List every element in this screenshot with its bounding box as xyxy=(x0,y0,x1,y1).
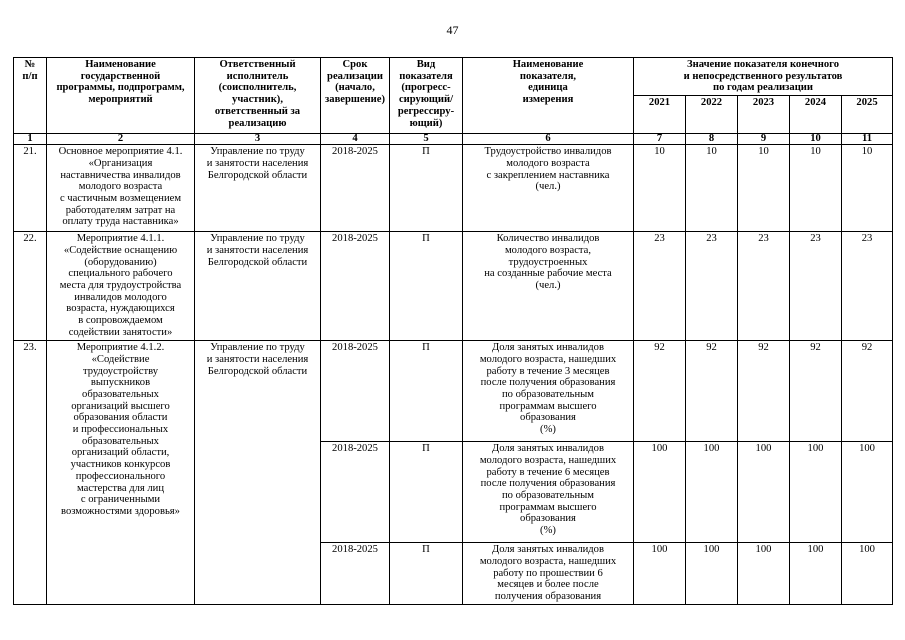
executor: Управление по труду и занятости населения Белгородской области xyxy=(195,232,321,341)
column-number: 2 xyxy=(47,134,195,145)
value-cell: 100 xyxy=(842,442,893,543)
indicator-name: Доля занятых инвалидов молодого возраста, нашедших работу по прошествии 6 месяцев и более после получения образования xyxy=(463,543,634,605)
period: 2018-2025 xyxy=(321,232,390,341)
period: 2018-2025 xyxy=(321,543,390,605)
row-number: 22. xyxy=(14,232,47,341)
header-year: 2024 xyxy=(790,96,842,134)
column-number: 4 xyxy=(321,134,390,145)
indicator-type: П xyxy=(390,232,463,341)
value-cell: 92 xyxy=(842,341,893,442)
table-row xyxy=(14,145,893,232)
measure-name: Мероприятие 4.1.1. «Содействие оснащению (оборудованию) специального рабочего места для трудоустройства инвалидов молодого возраста, нуждающихся в сопровождаемом содействии занятости» xyxy=(47,232,195,341)
value-cell: 100 xyxy=(686,543,738,605)
period: 2018-2025 xyxy=(321,145,390,232)
header-year: 2021 xyxy=(634,96,686,134)
value-cell: 10 xyxy=(790,145,842,232)
column-number: 11 xyxy=(842,134,893,145)
indicator-type: П xyxy=(390,145,463,232)
header-year: 2023 xyxy=(738,96,790,134)
header-year: 2025 xyxy=(842,96,893,134)
value-cell: 23 xyxy=(634,232,686,341)
value-cell: 92 xyxy=(790,341,842,442)
indicators-table xyxy=(13,57,893,605)
value-cell: 100 xyxy=(790,543,842,605)
header-name: Наименование государственной программы, подпрограмм, мероприятий xyxy=(47,58,195,134)
column-number: 6 xyxy=(463,134,634,145)
value-cell: 10 xyxy=(738,145,790,232)
column-number: 8 xyxy=(686,134,738,145)
indicator-name: Количество инвалидов молодого возраста, трудоустроенных на созданные рабочие места (чел.) xyxy=(463,232,634,341)
value-cell: 92 xyxy=(738,341,790,442)
period: 2018-2025 xyxy=(321,341,390,442)
value-cell: 23 xyxy=(686,232,738,341)
indicator-type: П xyxy=(390,442,463,543)
value-cell: 92 xyxy=(686,341,738,442)
header-values-group: Значение показателя конечного и непосредственного результатов по годам реализации xyxy=(634,58,893,96)
header-num: № п/п xyxy=(14,58,47,134)
value-cell: 23 xyxy=(790,232,842,341)
executor: Управление по труду и занятости населения Белгородской области xyxy=(195,341,321,605)
column-number: 1 xyxy=(14,134,47,145)
value-cell: 10 xyxy=(842,145,893,232)
column-number: 10 xyxy=(790,134,842,145)
value-cell: 23 xyxy=(842,232,893,341)
table-row xyxy=(14,232,893,341)
value-cell: 100 xyxy=(842,543,893,605)
row-number: 23. xyxy=(14,341,47,605)
executor: Управление по труду и занятости населения Белгородской области xyxy=(195,145,321,232)
column-number: 3 xyxy=(195,134,321,145)
value-cell: 100 xyxy=(790,442,842,543)
value-cell: 100 xyxy=(738,543,790,605)
measure-name: Мероприятие 4.1.2. «Содействие трудоустройству выпускников образовательных организаций высшего образования области и профессиональных образовательных организаций области, участников конкурсов профессионального мастерства для лиц с ограниченными возможностями здоровья» xyxy=(47,341,195,605)
indicator-type: П xyxy=(390,543,463,605)
header-type: Вид показателя (прогресс- сирующий/ регрессиру- ющий) xyxy=(390,58,463,134)
page-number: 47 xyxy=(446,23,459,37)
value-cell: 100 xyxy=(686,442,738,543)
header-indicator: Наименование показателя, единица измерения xyxy=(463,58,634,134)
indicator-name: Трудоустройство инвалидов молодого возраста с закреплением наставника (чел.) xyxy=(463,145,634,232)
header-period: Срок реализации (начало, завершение) xyxy=(321,58,390,134)
value-cell: 92 xyxy=(634,341,686,442)
value-cell: 100 xyxy=(738,442,790,543)
value-cell: 23 xyxy=(738,232,790,341)
measure-name: Основное мероприятие 4.1. «Организация наставничества инвалидов молодого возраста с частичным возмещением работодателям затрат на оплату труда наставника» xyxy=(47,145,195,232)
value-cell: 10 xyxy=(634,145,686,232)
value-cell: 100 xyxy=(634,442,686,543)
row-number: 21. xyxy=(14,145,47,232)
column-number: 5 xyxy=(390,134,463,145)
column-number: 9 xyxy=(738,134,790,145)
header-executor: Ответственный исполнитель (соисполнитель, участник), ответственный за реализацию xyxy=(195,58,321,134)
table-row xyxy=(14,341,893,442)
indicator-name: Доля занятых инвалидов молодого возраста, нашедших работу в течение 3 месяцев после получения образования по образовательным программам высшего образования (%) xyxy=(463,341,634,442)
period: 2018-2025 xyxy=(321,442,390,543)
value-cell: 10 xyxy=(686,145,738,232)
indicator-type: П xyxy=(390,341,463,442)
column-number: 7 xyxy=(634,134,686,145)
indicator-name: Доля занятых инвалидов молодого возраста, нашедших работу в течение 6 месяцев после получения образования по образовательным программам высшего образования (%) xyxy=(463,442,634,543)
header-year: 2022 xyxy=(686,96,738,134)
value-cell: 100 xyxy=(634,543,686,605)
